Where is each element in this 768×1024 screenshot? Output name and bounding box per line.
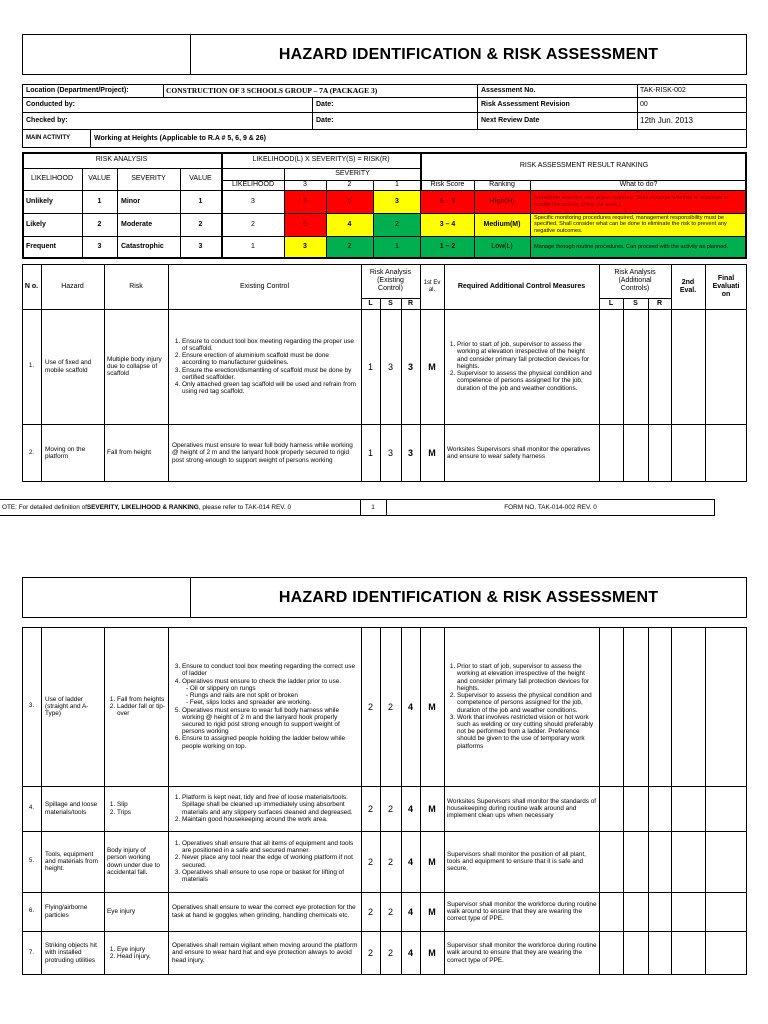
- row5-risk: Body injury of person working down under due to accidental fall.: [107, 847, 160, 876]
- row6-no: 6.: [28, 908, 34, 914]
- row3-control-6: 6. Ensure to assigned people holding the ladder below while people working on top.: [182, 735, 358, 749]
- row3-s: 2: [387, 701, 393, 712]
- sev-value-3: 3: [198, 243, 203, 250]
- page-title: HAZARD IDENTIFICATION & RISK ASSESSMENT: [278, 45, 659, 63]
- row4-risks: [107, 786, 165, 831]
- row4-eval: M: [428, 803, 436, 814]
- th-l: L: [368, 299, 373, 307]
- row4-s: 2: [387, 803, 393, 814]
- rank-medium: Medium(M): [483, 220, 521, 228]
- row3-risk-2: 2. Ladder fall or tip-over: [117, 703, 165, 717]
- row6-control: Operatives shall ensure to wear the correct eye protection for the task at hand ie goggles when grinding, handling chemicals etc.: [172, 904, 356, 919]
- matrix-r-3a: 3: [395, 197, 399, 205]
- row2-s: 3: [387, 448, 393, 458]
- date2-label: Date:: [316, 116, 334, 124]
- row5-control-1: 1. Operatives shall ensure that all items of equipment and tools are positioned in a safe and secured manner.: [182, 840, 358, 854]
- row3-sub-2: - Rungs and rails are not split or broken: [186, 692, 298, 700]
- matrix-l-1: 1: [251, 243, 255, 250]
- assessment-no-label: Assessment No.: [481, 86, 536, 94]
- row2-control: Operatives must ensure to wear full body harness while working @ height of 2 m and the lanyard hook properly secured to rigid post strong enough to support weight of persons working: [172, 442, 353, 464]
- row1-additional-2: 2. Supervisor to assess the physical condition and competence of persons assigned for the job, duration of the job and weather conditions.: [457, 370, 597, 392]
- row1-r: 3: [407, 361, 413, 372]
- row4-no: 4.: [28, 805, 34, 811]
- row3-eval: M: [428, 701, 436, 712]
- matrix-r-3b: 3: [303, 243, 307, 250]
- matrix-r-4: 4: [347, 220, 352, 228]
- review-value: 12th Jun. 2013: [640, 116, 693, 125]
- action-high: Immediate attention and action required. Shall consider whether to eliminate or modify the activity. (Stop the work.): [534, 195, 729, 208]
- th-s2: S: [633, 299, 638, 307]
- h-severity: SEVERITY: [131, 175, 166, 182]
- th-l2: L: [608, 299, 614, 307]
- risk-analysis-heading: RISK ANALYSIS: [95, 156, 148, 163]
- matrix-r-6a: 6: [347, 197, 352, 205]
- row2-eval: M: [428, 448, 436, 458]
- rank-low: Low(L): [491, 243, 513, 250]
- revision-label: Risk Assessment Revision: [481, 100, 570, 108]
- row1-s: 3: [387, 361, 393, 372]
- footer-form: FORM NO. TAK-014-002 REV. 0: [504, 504, 597, 511]
- row7-hazard: Striking objects hit with installed protruding utilities: [45, 942, 97, 964]
- row1-control-1: 1. Ensure to conduct tool box meeting regarding the proper use of scaffold.: [182, 338, 358, 352]
- th-r2: R: [656, 299, 663, 307]
- row6-hazard: Flying/airborne particles: [45, 904, 88, 919]
- row7-additional: Supervisor shall monitor the workforce during routine walk around to ensure that they are wearing the correct type of PPE.: [447, 942, 597, 964]
- h-value: VALUE: [88, 175, 111, 182]
- action-low: Manage through routine procedures. Can proceed with the activity as planned.: [534, 243, 729, 250]
- main-activity-value: Working at Heights (Applicable to R.A # 5, 6, 9 & 26): [94, 134, 266, 142]
- rank-high: High(H): [489, 197, 515, 205]
- row3-additional: [447, 627, 597, 786]
- location-value: CONSTRUCTION OF 3 SCHOOLS GROUP – 7A (PACKAGE 3): [166, 85, 378, 95]
- row5-additional: Supervisors shall monitor the position of all plant, tools and equipment to ensure that it is safe and secure.: [447, 850, 586, 873]
- row3-no: 3.: [28, 703, 34, 709]
- row7-control: Operatives shall remain vigilant when moving around the platform and ensure to wear hard hat and eye protection always to avoid head injury.: [172, 942, 358, 964]
- row6-r: 4: [407, 906, 413, 917]
- row3-risks: [107, 627, 165, 786]
- row7-no: 7.: [28, 949, 34, 956]
- matrix-r-1: 1: [395, 243, 399, 250]
- likelihood-frequent: Frequent: [26, 243, 56, 250]
- row2-r: 3: [407, 448, 413, 458]
- action-medium: Specific monitoring procedures required, management responsibility must be specified. Shall consider what can be done to eliminate the risk to prevent any negative outcomes.: [534, 214, 727, 234]
- matrix-r-2a: 2: [395, 220, 399, 228]
- row4-controls: [172, 786, 358, 831]
- th-ra-additional: Risk Analysis (Additional Controls): [614, 269, 656, 292]
- h-severity-top: SEVERITY: [335, 170, 370, 177]
- row3-control-3: 3. Ensure to conduct tool box meeting regarding the correct use of ladder: [182, 663, 358, 677]
- row1-l: 1: [367, 361, 373, 372]
- th-r: R: [407, 299, 414, 307]
- row5-eval: M: [428, 856, 436, 867]
- row4-control-2: 2. Maintain good housekeeping around the work area.: [182, 816, 358, 823]
- row6-l: 2: [367, 906, 373, 917]
- row1-additional-1: 1. Prior to start of job, supervisor to assess the working at elevation irrespective of the height and consider primary fall protection devices for heights.: [457, 341, 597, 370]
- h-ranking: Ranking: [489, 181, 515, 188]
- matrix-l-3: 3: [251, 197, 255, 205]
- row3-sub-1: - Oil or slippery on rungs: [186, 684, 256, 692]
- matrix-r-6b: 6: [303, 220, 307, 228]
- sev-col-1: 1: [395, 181, 399, 188]
- assessment-no-value: TAK-RISK-002: [640, 86, 686, 94]
- row3-controls: [172, 627, 358, 786]
- row1-risk: Multiple body injury due to collapse of scaffold: [107, 355, 162, 378]
- row7-s: 2: [387, 948, 393, 958]
- score-high: 6 – 9: [439, 197, 456, 205]
- row4-l: 2: [367, 803, 373, 814]
- row4-control-1: 1. Platform is kept neat, tidy and free of loose materials/tools. Spillage shall be cleaned up immediately using absorbent materials and any slippery surfaces cleaned and degreased.: [182, 794, 358, 816]
- row3-r: 4: [407, 701, 413, 712]
- th-hazard: Hazard: [61, 282, 84, 290]
- row3-control-4: 4. Operatives must ensure to check the ladder prior to use.: [182, 678, 358, 685]
- score-medium: 3 – 4: [439, 220, 456, 228]
- th-final-eval: Final Evaluati on: [712, 274, 740, 298]
- row2-l: 1: [367, 448, 373, 458]
- row1-eval: M: [428, 361, 436, 372]
- row2-no: 2.: [28, 449, 34, 456]
- row1-control-2: 2. Ensure erection of aluminium scaffold must be done according to manufacturer guidelines.: [182, 352, 358, 366]
- date-label: Date:: [316, 100, 334, 108]
- row7-risk-1: 1. Eye injury: [117, 946, 151, 953]
- footer-page: 1: [371, 504, 375, 511]
- row4-hazard: Spillage and loose materials/tools: [45, 801, 98, 816]
- row6-s: 2: [387, 906, 393, 917]
- revision-value: 00: [640, 100, 648, 108]
- row5-control-3: 3. Operatives shall ensure to use rope or basket for lifting of materials: [182, 869, 358, 883]
- row4-additional: Worksites Supervisors shall monitor the standards of housekeeping during routine walk around and implement clean ups when necessary: [447, 797, 597, 820]
- row7-risks: [107, 931, 165, 975]
- row4-risk-2: 2. Trips: [117, 809, 131, 816]
- severity-catastrophic: Catastrophic: [121, 243, 164, 250]
- th-existing: Existing Control: [239, 282, 290, 290]
- row5-controls: [172, 831, 358, 892]
- value-3: 3: [97, 243, 102, 250]
- row5-s: 2: [387, 856, 393, 867]
- sev-value-2: 2: [198, 220, 203, 228]
- h-likelihood2: LIKELIHOOD: [231, 181, 274, 188]
- row6-additional: Supervisor shall monitor the workforce during routine walk around to ensure that they are wearing the correct type of PPE.: [447, 900, 597, 923]
- review-label: Next Review Date: [481, 116, 540, 124]
- th-ra-existing: Risk Analysis (Existing Control): [369, 269, 412, 292]
- row3-risk-1: 1. Fall from heights: [117, 696, 165, 703]
- matrix-r-9: 9: [303, 197, 307, 205]
- th-s: S: [388, 299, 393, 307]
- conducted-label: Conducted by:: [26, 100, 75, 108]
- row7-l: 2: [367, 948, 373, 958]
- row3-hazard: Use of ladder (straight and A-Type): [45, 695, 89, 718]
- row1-control-3: 3. Ensure the erection/dismantling of scaffold must be done by certified scaffolder.: [182, 367, 358, 381]
- th-second-eval: 2nd Eval.: [679, 278, 697, 294]
- row2-hazard: Moving on the platform: [45, 445, 86, 460]
- h-whattodo: What to do?: [619, 181, 658, 188]
- row5-l: 2: [367, 856, 373, 867]
- row4-risk-1: 1. Slip: [117, 801, 131, 808]
- checked-label: Checked by:: [26, 116, 68, 124]
- row3-additional-2: 2. Supervisor to assess the physical condition and competence of persons assigned for the job, duration of the job and weather conditions.: [457, 692, 597, 714]
- matrix-r-2b: 2: [347, 243, 352, 250]
- row5-hazard: Tools, equipment and materials from height.: [45, 850, 98, 873]
- row2-additional: Worksites Supervisors shall monitor the operatives and ensure to wear safety harness: [447, 445, 591, 460]
- row1-control-4: 4. Only attached green tag scaffold will be used and refrain from using red tag scaffold.: [182, 381, 358, 395]
- value-2: 2: [97, 220, 102, 228]
- likelihood-unlikely: Unlikely: [26, 197, 53, 205]
- formula-heading: LIKELIHOOD(L) X SEVERITY(S) = RISK(R): [252, 156, 390, 163]
- row5-no: 5.: [28, 858, 34, 864]
- severity-moderate: Moderate: [121, 220, 153, 228]
- severity-minor: Minor: [121, 197, 141, 205]
- row1-hazard: Use of fixed and mobile scaffold: [45, 359, 92, 374]
- sev-value-1: 1: [198, 197, 203, 205]
- row7-eval: M: [428, 948, 436, 958]
- row1-additional: [447, 309, 597, 424]
- location-label: Location (Department/Project):: [26, 86, 129, 94]
- value-1: 1: [97, 197, 102, 205]
- row7-risk-2: 2. Head injury.: [117, 953, 151, 960]
- th-no: N o.: [24, 282, 39, 290]
- row5-r: 4: [407, 856, 413, 867]
- likelihood-likely: Likely: [26, 220, 46, 228]
- th-additional: Required Additional Control Measures: [457, 282, 586, 290]
- score-low: 1 – 2: [439, 243, 456, 250]
- row3-additional-1: 1. Prior to start of job, supervisor to assess the working at elevation irrespective of the height and consider primary fall protection devices for heights.: [457, 663, 597, 692]
- row2-risk: Fall from height: [107, 449, 152, 457]
- h-value2: VALUE: [189, 175, 212, 182]
- row6-risk: Eye injury: [107, 907, 136, 915]
- matrix-l-2: 2: [251, 220, 255, 228]
- footer-note: OTE: For detailed definition of SEVERITY, LIKELIHOOD & RANKING , please refer to TAK-014 REV. 0: [2, 504, 292, 511]
- main-activity-label: MAIN ACTIVITY: [26, 135, 71, 141]
- th-risk: Risk: [129, 282, 143, 290]
- row1-no: 1.: [28, 363, 34, 369]
- th-first-eval: 1st Ev al.: [423, 279, 441, 293]
- row3-l: 2: [367, 701, 373, 712]
- row5-control-2: 2. Never place any tool near the edge of working platform if not secured.: [182, 854, 358, 868]
- result-ranking-heading: RISK ASSESSMENT RESULT RANKING: [519, 162, 649, 169]
- row6-eval: M: [428, 906, 436, 917]
- h-likelihood: LIKELIHOOD: [30, 175, 73, 182]
- row3-additional-3: 3. Work that involves restricted vision or hot work such as welding or oxy cutting should preferably not be performed from a ladder. Preference should be given to the use of temporary work platforms: [457, 714, 597, 750]
- row1-controls: [172, 309, 358, 424]
- sev-col-3: 3: [303, 181, 307, 188]
- row7-r: 4: [407, 948, 413, 958]
- page2-title: HAZARD IDENTIFICATION & RISK ASSESSMENT: [278, 588, 659, 606]
- row4-r: 4: [407, 803, 413, 814]
- row3-control-5: 5. Operatives must ensure to wear full body harness while working @ height of 2 m and the lanyard hook properly secured to rigid post strong enough to support weight of persons working: [182, 707, 358, 736]
- h-score: Risk Score: [430, 181, 465, 188]
- sev-col-2: 2: [347, 181, 352, 188]
- row3-sub-3: - Feet, slips locks and spreader are working.: [186, 699, 312, 707]
